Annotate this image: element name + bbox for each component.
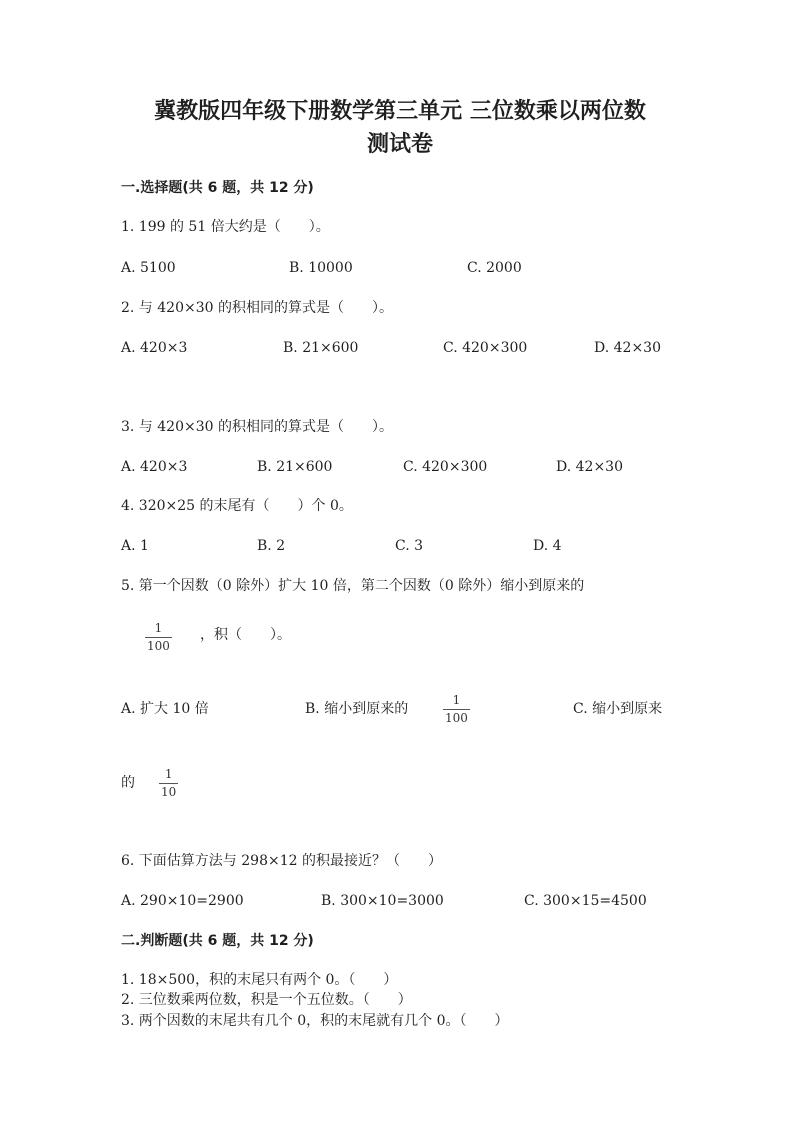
question-1-option-c: C. 2000 [467,260,522,276]
question-3-option-a: A. 420×3 [121,459,188,475]
fraction-denominator: 100 [445,711,468,726]
page-title-line2: 测试卷 [366,132,433,157]
judgement-question-3: 3. 两个因数的末尾共有几个 0，积的末尾就有几个 0。（ ） [121,1013,509,1029]
judgement-question-2: 2. 三位数乘两位数，积是一个五位数。（ ） [121,992,412,1008]
question-4-option-a: A. 1 [121,538,149,554]
question-6-option-c: C. 300×15=4500 [524,893,647,909]
question-4-option-d: D. 4 [533,538,562,554]
page-title-line1: 冀教版四年级下册数学第三单元 三位数乘以两位数 [154,99,646,124]
judgement-question-1: 1. 18×500，积的末尾只有两个 0。（ ） [121,972,398,988]
question-6-stem: 6. 下面估算方法与 298×12 的积最接近？（ ） [121,853,442,869]
question-5-stem: 5. 第一个因数（0 除外）扩大 10 倍，第二个因数（0 除外）缩小到原来的 [121,578,585,594]
fraction-denominator: 100 [147,639,170,654]
question-2-stem: 2. 与 420×30 的积相同的算式是（ ）。 [121,300,393,316]
question-4-option-c: C. 3 [395,538,424,554]
section-heading-judgement: 二.判断题(共 6 题，共 12 分) [121,933,314,949]
question-3-stem: 3. 与 420×30 的积相同的算式是（ ）。 [121,419,393,435]
fraction-bar [159,783,178,784]
question-5-option-c-fraction [159,768,178,799]
question-1-option-a: A. 5100 [121,260,176,276]
question-2-option-a: A. 420×3 [121,340,188,356]
question-3-option-d: D. 42×30 [556,459,623,475]
question-5-option-a: A. 扩大 10 倍 [121,701,209,717]
question-1-stem: 1. 199 的 51 倍大约是（ ）。 [121,219,330,235]
question-2-option-b: B. 21×600 [283,340,359,356]
question-5-option-c-continued: 的 [121,775,135,791]
question-6-option-b: B. 300×10=3000 [321,893,444,909]
fraction-numerator: 1 [452,693,461,707]
question-5-option-c: C. 缩小到原来 [573,701,663,717]
question-2-option-c: C. 420×300 [443,340,528,356]
section-heading-choice: 一.选择题(共 6 题，共 12 分) [121,180,314,196]
question-5-option-b: B. 缩小到原来的 [305,701,409,717]
fraction-numerator: 1 [164,767,173,781]
fraction-bar [443,709,470,710]
question-3-option-b: B. 21×600 [257,459,333,475]
question-3-option-c: C. 420×300 [403,459,488,475]
question-4-option-b: B. 2 [257,538,286,554]
question-1-option-b: B. 10000 [289,260,353,276]
question-5-option-b-fraction [443,694,470,725]
question-5-fraction [145,622,172,653]
question-2-option-d: D. 42×30 [594,340,661,356]
question-6-option-a: A. 290×10=2900 [121,893,244,909]
question-5-stem-tail: ，积（ ）。 [200,627,291,643]
fraction-numerator: 1 [154,621,163,635]
question-4-stem: 4. 320×25 的末尾有（ ）个 0。 [121,498,353,514]
fraction-bar [145,637,172,638]
fraction-denominator: 10 [161,785,177,800]
